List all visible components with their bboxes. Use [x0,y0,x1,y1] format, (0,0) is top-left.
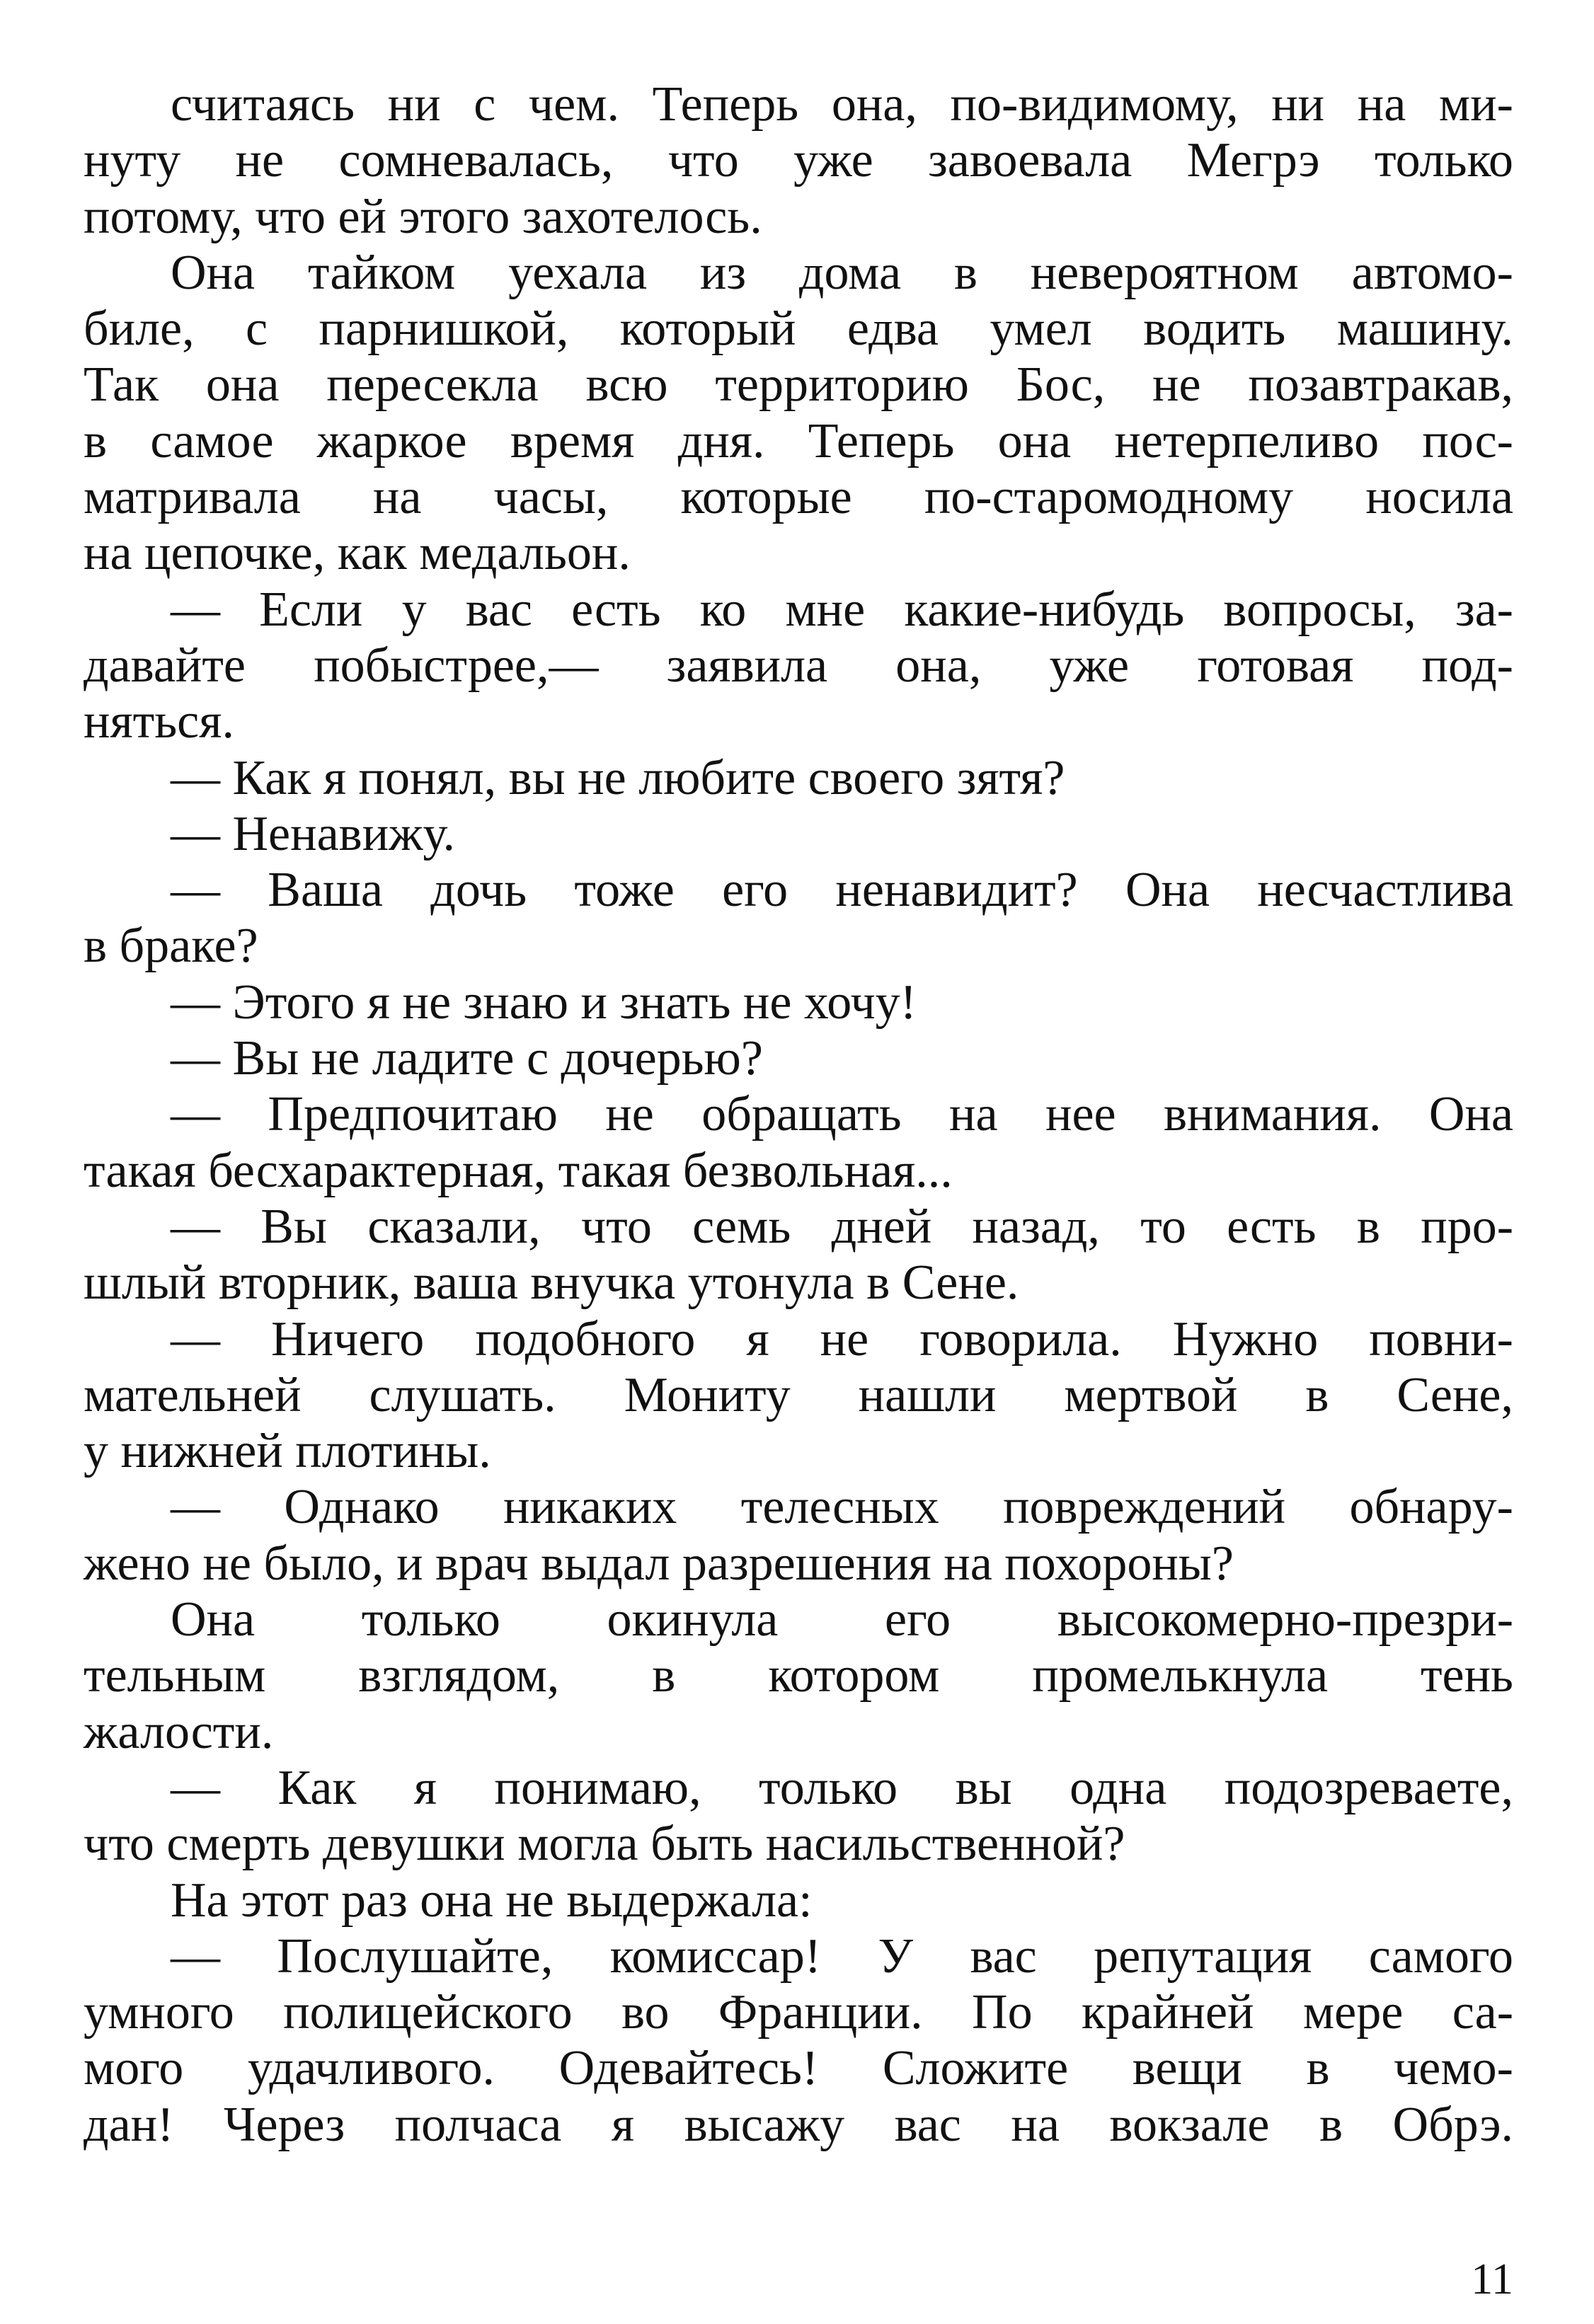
text-line: мого удачливого. Одевайтесь! Сложите вещи в чемо- [84,2041,1513,2096]
text-line: умного полицейского во Франции. По крайней мере са- [84,1985,1513,2040]
text-line: — Этого я не знаю и знать не хочу! [171,974,917,1030]
text-line: — Ничего подобного я не говорила. Нужно повни- [171,1311,1513,1367]
text-line: жалости. [84,1704,274,1759]
text-line: у нижней плотины. [84,1424,491,1479]
text-line: — Вы сказали, что семь дней назад, то есть в про- [171,1199,1513,1254]
text-line: — Ваша дочь тоже его ненавидит? Она несчастлива [171,863,1513,918]
text-line: Она только окинула его высокомерно-презри- [171,1592,1513,1647]
text-line: На этот раз она не выдержала: [171,1873,813,1928]
text-line: — Как я понял, вы не любите своего зятя? [171,750,1065,805]
text-line: давайте побыстрее,— заявила она, уже готовая под- [84,638,1513,693]
text-line: няться. [84,694,234,749]
text-line: такая бесхарактерная, такая безвольная... [84,1143,953,1198]
text-line: — Ненавижу. [171,806,456,861]
text-line: матривала на часы, которые по-старомодному носила [84,470,1513,525]
page-number: 11 [1471,2255,1513,2303]
text-line: — Вы не ладите с дочерью? [171,1031,763,1086]
book-page [84,76,1513,2228]
text-line: жено не было, и врач выдал разрешения на похороны? [84,1536,1234,1591]
text-line: тельным взглядом, в котором промелькнула тень [84,1648,1513,1703]
text-line: шлый вторник, ваша внучка утонула в Сене. [84,1255,1019,1311]
text-line: потому, что ей этого захотелось. [84,189,762,244]
text-line: считаясь ни с чем. Теперь она, по-видимому, ни на ми- [171,77,1513,132]
text-line: — Однако никаких телесных повреждений обнару- [171,1480,1513,1535]
text-line: Она тайком уехала из дома в невероятном автомо- [171,245,1513,300]
text-line: — Послушайте, комиссар! У вас репутация самого [171,1928,1513,1984]
page-text [84,76,1513,2153]
text-line: мательней слушать. Мониту нашли мертвой в Сене, [84,1367,1513,1422]
text-line: дан! Через полчаса я высажу вас на вокзале в Обрэ. [84,2097,1513,2152]
text-line: что смерть девушки могла быть насильственной? [84,1817,1125,1872]
text-line: на цепочке, как медальон. [84,526,631,581]
text-line: в самое жаркое время дня. Теперь она нетерпеливо пос- [84,413,1513,468]
text-line: — Предпочитаю не обращать на нее внимания. Она [171,1087,1513,1142]
text-line: — Если у вас есть ко мне какие-нибудь вопросы, за- [171,582,1513,637]
text-line: Так она пересекла всю территорию Бос, не позавтракав, [84,357,1513,413]
text-line: биле, с парнишкой, который едва умел водить машину. [84,301,1513,357]
text-line: в браке? [84,919,258,974]
text-line: — Как я понимаю, только вы одна подозреваете, [171,1760,1513,1815]
text-line: нуту не сомневалась, что уже завоевала Мегрэ только [84,133,1513,188]
